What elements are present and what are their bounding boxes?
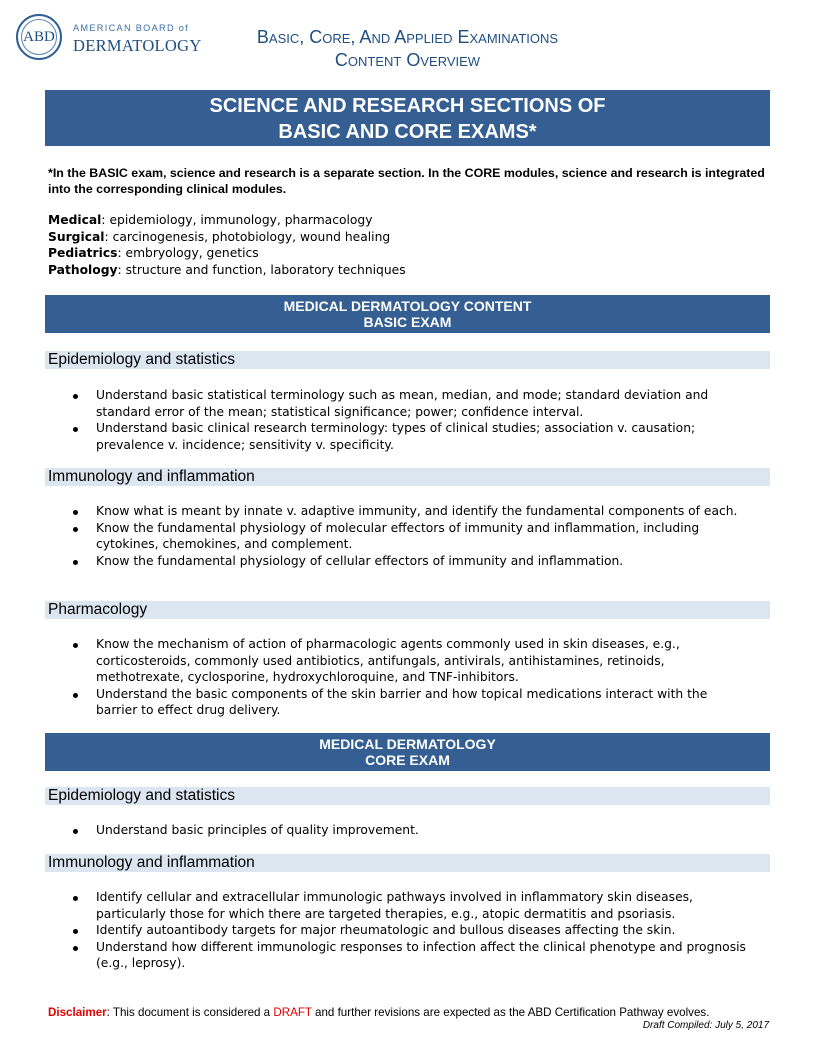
list-item: Understand basic clinical research terminology: types of clinical studies; association v. causation; prevalence v. incidence; sensitivity v. specificity. [71, 420, 751, 453]
topic-bullet-list [71, 636, 751, 719]
core-exam-banner [45, 733, 770, 771]
org-name-top: AMERICAN BOARD of [73, 23, 190, 33]
document-title [190, 26, 625, 72]
list-item: Understand how different immunologic responses to infection affect the clinical phenotype and prognosis (e.g., leprosy). [71, 939, 751, 972]
area-pediatrics: Pediatrics: embryology, genetics [48, 246, 259, 261]
topic-heading: Pharmacology [45, 601, 770, 619]
topic-heading: Epidemiology and statistics [45, 787, 770, 805]
list-item: Know the mechanism of action of pharmacologic agents commonly used in skin diseases, e.g., corticosteroids, commonly used antibiotics, antifungals, antivirals, antihistamines, retinoids, methotrexate, cyclosporine, hydroxychloroquine, and TNF-inhibitors. [71, 636, 751, 686]
list-item: Know the fundamental physiology of cellular effectors of immunity and inflammation. [71, 553, 751, 570]
disclaimer-text-end: and further revisions are expected as the ABD Certification Pathway evolves. [311, 1006, 710, 1019]
core-banner-line1: MEDICAL DERMATOLOGY [319, 736, 496, 752]
list-item: Identify cellular and extracellular immunologic pathways involved in inflammatory skin diseases, particularly those for which there are targeted therapies, e.g., atopic dermatitis and psoriasis. [71, 889, 751, 922]
exam-note: *In the BASIC exam, science and research is a separate section. In the CORE modules, science and research is integrated into the corresponding clinical modules. [48, 166, 765, 196]
topic-bullet-list [71, 822, 751, 839]
topic-bullet-list [71, 503, 751, 569]
area-pathology: Pathology: structure and function, laboratory techniques [48, 262, 406, 277]
disclaimer-text: : This document is considered a [106, 1006, 274, 1019]
list-item: Understand basic statistical terminology such as mean, median, and mode; standard deviation and standard error of the mean; statistical significance; power; confidence interval. [71, 387, 751, 420]
logo-abbr: ABD [23, 28, 55, 45]
main-section-banner [45, 90, 770, 146]
science-areas-list [48, 212, 768, 278]
list-item: Understand basic principles of quality improvement. [71, 822, 751, 839]
basic-banner-line2: BASIC EXAM [363, 314, 452, 330]
area-surgical: Surgical: carcinogenesis, photobiology, wound healing [48, 229, 391, 244]
disclaimer [48, 1006, 768, 1020]
draft-word: DRAFT [273, 1006, 312, 1019]
list-item: Know the fundamental physiology of molecular effectors of immunity and inflammation, including cytokines, chemokines, and complement. [71, 520, 751, 553]
org-name-main: DERMATOLOGY [73, 36, 202, 55]
area-medical: Medical: epidemiology, immunology, pharmacology [48, 213, 373, 227]
basic-exam-banner [45, 295, 770, 333]
document-title-line2: Content Overview [334, 50, 481, 70]
topic-heading: Epidemiology and statistics [45, 351, 770, 369]
list-item: Know what is meant by innate v. adaptive immunity, and identify the fundamental components of each. [71, 503, 751, 520]
list-item: Understand the basic components of the skin barrier and how topical medications interact with the barrier to effect drug delivery. [71, 686, 751, 719]
main-banner-line2: BASIC AND CORE EXAMS* [278, 121, 537, 143]
abd-logo [13, 14, 202, 66]
disclaimer-label: Disclaimer [48, 1006, 107, 1019]
basic-banner-line1: MEDICAL DERMATOLOGY CONTENT [283, 298, 532, 314]
document-title-line1: Basic, Core, And Applied Examinations [256, 27, 559, 47]
list-item: Identify autoantibody targets for major rheumatologic and bullous diseases affecting the skin. [71, 922, 751, 939]
topic-heading: Immunology and inflammation [45, 854, 770, 872]
topic-heading: Immunology and inflammation [45, 468, 770, 486]
compiled-date: Draft Compiled: July 5, 2017 [642, 1020, 769, 1031]
main-banner-line1: SCIENCE AND RESEARCH SECTIONS OF [209, 95, 606, 117]
topic-bullet-list [71, 889, 751, 972]
core-banner-line2: CORE EXAM [365, 752, 450, 768]
topic-bullet-list [71, 387, 751, 453]
abd-seal-icon [16, 14, 62, 60]
